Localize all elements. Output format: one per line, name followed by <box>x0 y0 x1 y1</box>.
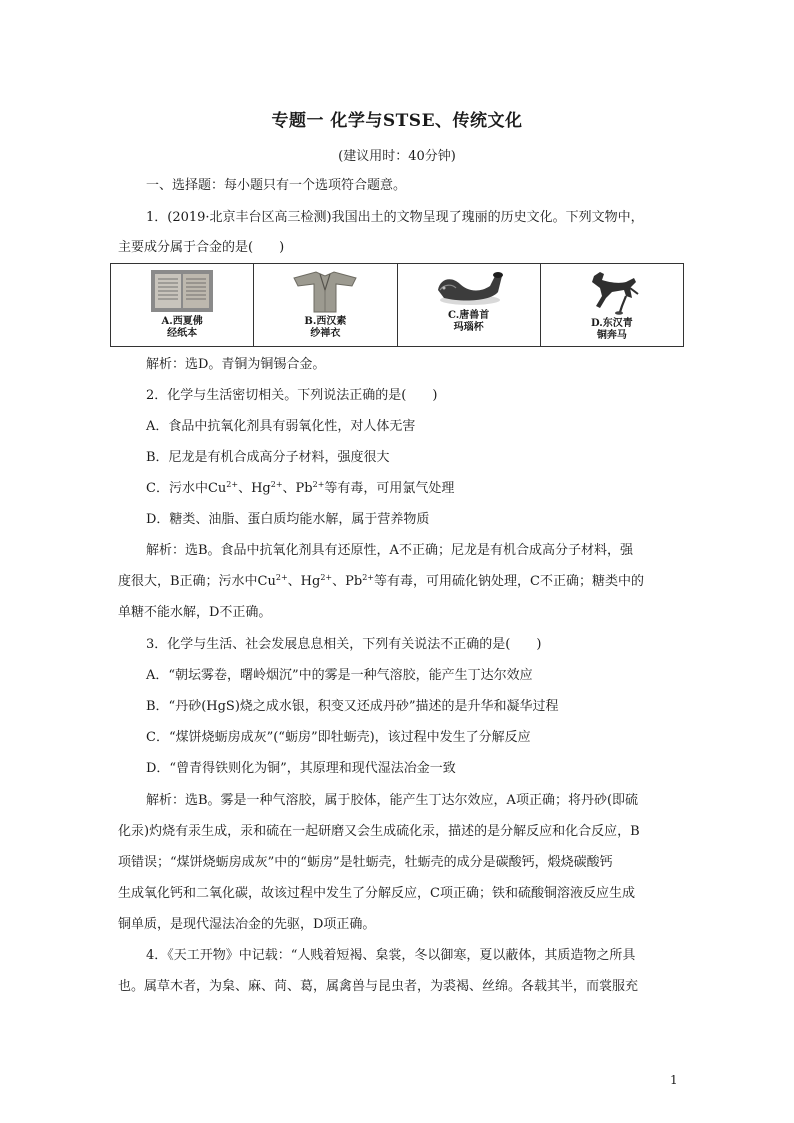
q2-option-c-text3: 、Pb <box>282 481 313 496</box>
q1-option-b <box>254 264 397 347</box>
q1-option-a <box>111 264 254 347</box>
silk-robe-photo <box>290 268 360 314</box>
q1-stem-line1: 1．(2019·北京丰台区高三检测)我国出土的文物呈现了瑰丽的历史文化。下列文物中， <box>146 210 644 225</box>
charge-superscript: 2+ <box>362 573 375 582</box>
q1-option-a-label1: A.西夏佛 <box>161 316 203 327</box>
q3-analysis-line4: 生成氧化钙和二氧化碳，故该过程中发生了分解反应，C项正确；铁和硫酸铜溶液反应生成 <box>118 886 635 901</box>
q3-analysis-line5: 铜单质，是现代湿法冶金的先驱，D项正确。 <box>118 917 376 932</box>
q1-option-c-label1: C.唐兽首 <box>447 310 490 321</box>
q1-option-b-label2: 纱禅衣 <box>310 328 341 339</box>
q2-stem: 2．化学与生活密切相关。下列说法正确的是( ) <box>146 388 438 403</box>
q2-option-c-text2: 、Hg <box>238 481 271 496</box>
page-number: 1 <box>670 1073 678 1087</box>
page-title: 专题一 化学与STSE、传统文化 <box>271 111 523 131</box>
q1-option-c <box>397 264 540 347</box>
q1-option-d <box>540 264 683 347</box>
q2-option-b: B．尼龙是有机合成高分子材料，强度很大 <box>146 450 390 465</box>
q4-stem-line2: 也。属草木者，为枲、麻、苘、葛，属禽兽与昆虫者，为裘褐、丝绵。各载其半，而裳服充 <box>118 979 639 994</box>
bronze-horse-photo <box>582 268 642 316</box>
q1-analysis: 解析：选D。青铜为铜锡合金。 <box>146 357 326 372</box>
section-heading: 一、选择题：每小题只有一个选项符合题意。 <box>146 178 407 193</box>
q4-stem-line1: 4．《天工开物》中记载：“人贱着短褐、枲裳，冬以御寒，夏以蔽体，其质造物之所具 <box>146 948 636 963</box>
q2-analysis-text2: 、Hg <box>287 574 321 589</box>
q3-option-d: D．“曾青得铁则化为铜”，其原理和现代湿法冶金一致 <box>146 761 456 776</box>
q2-option-c-text4: 等有毒，可用氯气处理 <box>324 481 455 496</box>
paper-scroll-photo <box>149 268 215 314</box>
q3-option-b: B．“丹砂(HgS)烧之成水银，积变又还成丹砂”描述的是升华和凝华过程 <box>146 699 559 714</box>
agate-cup-photo <box>430 268 508 308</box>
q3-analysis-line3: 项错误；“煤饼烧蛎房成灰”中的“蛎房”是牡蛎壳，牡蛎壳的成分是碳酸钙，煅烧碳酸钙 <box>118 855 613 870</box>
charge-superscript: 2+ <box>320 573 333 582</box>
q2-option-c-text1: C．污水中Cu <box>146 481 227 496</box>
charge-superscript: 2+ <box>226 480 239 489</box>
suggested-time: (建议用时：40分钟) <box>338 149 456 164</box>
q3-option-c: C．“煤饼烧蛎房成灰”(“蛎房”即牡蛎壳)，该过程中发生了分解反应 <box>146 730 531 745</box>
q2-option-d: D．糖类、油脂、蛋白质均能水解，属于营养物质 <box>146 512 430 527</box>
q2-analysis-line1: 解析：选B。食品中抗氧化剂具有还原性，A不正确；尼龙是有机合成高分子材料，强 <box>146 543 633 558</box>
q1-option-d-label2: 铜奔马 <box>596 330 627 341</box>
charge-superscript: 2+ <box>275 573 288 582</box>
q3-analysis-line1: 解析：选B。雾是一种气溶胶，属于胶体，能产生丁达尔效应，A项正确；将丹砂(即硫 <box>146 793 639 808</box>
q3-stem: 3．化学与生活、社会发展息息相关，下列有关说法不正确的是( ) <box>146 637 542 652</box>
q2-option-a: A．食品中抗氧化剂具有弱氧化性，对人体无害 <box>146 419 416 434</box>
q2-option-c <box>146 481 678 497</box>
q2-analysis-line2 <box>118 574 678 590</box>
q2-analysis-text3: 、Pb <box>332 574 363 589</box>
q2-analysis-line3: 单糖不能水解，D不正确。 <box>118 605 272 620</box>
q2-analysis-text4: 等有毒，可用硫化钠处理，C不正确；糖类中的 <box>374 574 644 589</box>
q2-analysis-text1: 度很大，B正确；污水中Cu <box>118 574 276 589</box>
charge-superscript: 2+ <box>270 480 283 489</box>
charge-superscript: 2+ <box>312 480 325 489</box>
q3-option-a: A．“朝坛雾卷，曙岭烟沉”中的雾是一种气溶胶，能产生丁达尔效应 <box>146 668 533 683</box>
q1-options-table <box>110 263 684 347</box>
q1-option-b-label1: B.西汉素 <box>304 316 347 327</box>
q1-stem-line2: 主要成分属于合金的是( ) <box>118 240 285 255</box>
q1-option-c-label2: 玛瑙杯 <box>453 322 484 333</box>
q1-option-a-label2: 经纸本 <box>167 328 198 339</box>
q1-option-d-label1: D.东汉青 <box>590 318 633 329</box>
q3-analysis-line2: 化汞)灼烧有汞生成，汞和硫在一起研磨又会生成硫化汞，描述的是分解反应和化合反应，B <box>118 824 640 839</box>
